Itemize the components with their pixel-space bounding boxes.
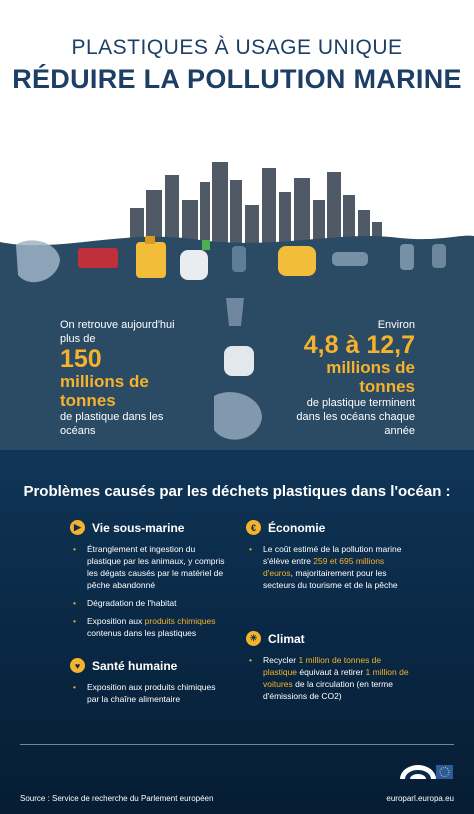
stat-right-unit: millions de tonnes — [326, 358, 415, 396]
floating-yellow-jug — [278, 246, 316, 276]
climate-text-1: Recycler — [263, 655, 299, 665]
sinking-jug — [224, 346, 254, 376]
stat-right-outro: de plastique terminent dans les océans chaque année — [296, 397, 415, 437]
list-item: • Exposition aux produits chimiques par la chaîne alimentaire — [70, 681, 230, 705]
footer-divider — [20, 744, 454, 745]
source-text: Source : Service de recherche du Parlement européen — [20, 794, 214, 803]
sinking-cup — [226, 298, 244, 326]
chem-highlight: produits chimiques — [144, 616, 216, 626]
floating-bottle — [136, 236, 166, 278]
site-link[interactable]: europarl.europa.eu — [386, 794, 454, 803]
climate-heading: Climat — [268, 631, 305, 646]
chem-text-after: contenus dans les plastiques — [87, 628, 197, 638]
stat-right — [285, 318, 415, 438]
list-item — [70, 615, 230, 639]
parliament-logo — [398, 757, 454, 787]
marine-life-heading: Vie sous-marine — [92, 520, 185, 535]
chem-text-before: Exposition aux — [87, 616, 145, 626]
stat-left — [60, 318, 190, 438]
floating-crate — [78, 248, 118, 268]
list-item — [246, 654, 416, 702]
list-item: • Étranglement et ingestion du plastique par les animaux, y compris les dégats causés par le matériel de pêche abandonné — [70, 543, 230, 591]
list-item — [246, 543, 416, 591]
title-line-1: PLASTIQUES À USAGE UNIQUE — [71, 36, 403, 59]
climate-text-3: de la circulation (en terme d'émissions de CO2) — [263, 679, 393, 701]
stat-right-number: 4,8 à 12,7 — [303, 331, 415, 359]
stat-left-unit: millions de tonnes — [60, 372, 149, 410]
stat-right-intro: Environ — [377, 319, 415, 331]
stat-left-intro: On retrouve aujourd'hui plus de — [60, 319, 175, 345]
economy-heading: Économie — [268, 520, 326, 535]
section-marine-life — [70, 520, 230, 645]
economy-text-after: , majoritairement pour les secteurs du tourisme et de la pêche — [263, 568, 398, 590]
stat-left-outro: de plastique dans les océans — [60, 411, 164, 437]
title-line-2: RÉDUIRE LA POLLUTION MARINE — [12, 64, 462, 94]
economy-highlight: 259 et 695 millions d'euros — [263, 556, 385, 578]
section-health — [70, 658, 230, 711]
lightbulb-icon: ☀ — [246, 631, 261, 646]
climate-text-2: équivaut à retirer — [297, 667, 366, 677]
health-heading: Santé humaine — [92, 658, 178, 673]
section-climate — [246, 631, 416, 708]
stat-left-number: 150 — [60, 345, 102, 373]
problems-title: Problèmes causés par les déchets plastiques dans l'océan : — [23, 483, 451, 500]
economy-text-before: Le coût estimé de la pollution marine s'élève entre — [263, 544, 402, 566]
euro-icon: € — [246, 520, 261, 535]
section-economy — [246, 520, 416, 597]
fish-icon: ▶ — [70, 520, 85, 535]
list-item: • Dégradation de l'habitat — [70, 597, 230, 609]
climate-highlight-2: 1 million de voitures — [263, 667, 409, 689]
heart-icon: ♥ — [70, 658, 85, 673]
climate-highlight-1: 1 million de tonnes de plastique — [263, 655, 382, 677]
